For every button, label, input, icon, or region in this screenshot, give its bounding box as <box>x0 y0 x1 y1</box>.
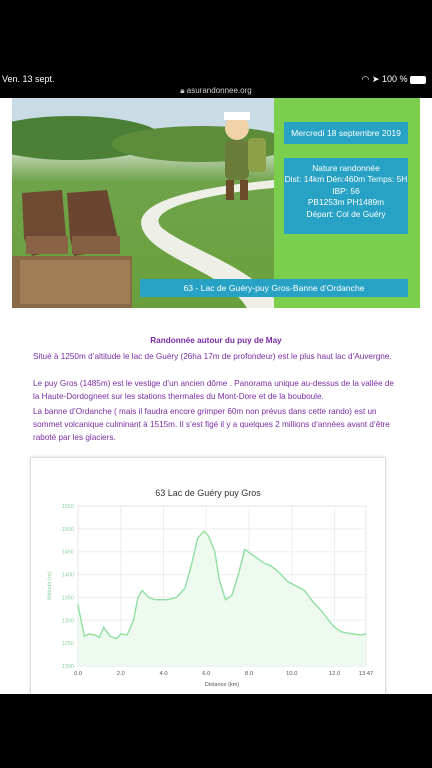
status-right <box>362 74 426 85</box>
y-tick-label: 1300 <box>61 664 74 670</box>
status-datetime: Ven. 13 sept. <box>2 74 55 84</box>
y-tick-label: 1250 <box>61 641 74 648</box>
x-tick-label: 2.0 <box>116 671 125 677</box>
hike-info-line: IBP: 56 <box>332 185 360 196</box>
x-tick-label: 10.0 <box>286 671 298 677</box>
battery-percent: 100 % <box>381 74 408 84</box>
y-tick-label: 1500 <box>61 526 74 533</box>
hike-info <box>284 158 408 234</box>
y-axis-label: Altitude (m) <box>47 571 53 601</box>
x-tick-label: 12.0 <box>328 671 341 677</box>
elevation-chart <box>30 457 386 694</box>
hike-title: 63 - Lac de Guéry-puy Gros-Banne d’Ordanche <box>140 279 408 297</box>
chart-title: 63 Lac de Guéry puy Gros <box>155 488 261 498</box>
battery-icon <box>410 76 426 84</box>
x-tick-label: 6.0 <box>202 671 211 677</box>
web-page <box>0 98 432 694</box>
y-tick-label: 1400 <box>61 572 74 579</box>
y-tick-label: 1450 <box>61 549 74 556</box>
x-tick-label: 8.0 <box>245 671 254 677</box>
x-tick-label: 13.47 <box>358 671 374 677</box>
wifi-icon: ◠ <box>361 74 370 84</box>
hike-date: Mercredi 18 septembre 2019 <box>284 122 408 144</box>
content-title: Randonnée autour du puy de May <box>150 336 282 345</box>
paragraph: Situé à 1250m d’altitude le lac de Guéry (26ha 17m de profondeur) est le plus haut lac d’Auvergne. <box>33 352 392 361</box>
x-axis-label: Distance (km) <box>204 682 240 688</box>
status-bar <box>0 72 432 86</box>
y-tick-label: 1550 <box>61 504 74 510</box>
paragraph: La banne d’Ordanche ( mais il faudra encore grimper 60m non prévus dans cette rando) est un sommet volcanique culminant à 1515m. Il s’est figé il y a quelques 2 millions d’années avant d’être raboté par les glaciers. <box>33 407 390 442</box>
url-text: asurandonnee.org <box>186 86 252 95</box>
x-tick-label: 0.0 <box>73 671 83 677</box>
hike-info-line: Départ: Col de Guéry <box>306 208 386 219</box>
lock-icon: 🔒︎ <box>180 86 185 95</box>
hike-info-line: Dist: 14km Dén:460m Temps: 5H <box>284 174 408 185</box>
address-bar[interactable] <box>0 86 432 98</box>
y-tick-label: 1350 <box>61 595 74 602</box>
hike-info-line: Nature randonnée <box>312 163 380 173</box>
x-tick-label: 4.0 <box>159 671 168 677</box>
paragraph: Le puy Gros (1485m) est le vestige d’un ancien dôme . Panorama unique au-dessus de la vallée de la Haute-Dordogneet sur les stations thermales du Mont-Dore et de la bouboule. <box>33 379 394 401</box>
hero-photo <box>12 98 274 308</box>
y-tick-label: 1300 <box>61 618 74 625</box>
hike-info-line: PB1253m PH1489m <box>307 197 385 208</box>
location-arrow-icon: ➤ <box>371 74 380 84</box>
